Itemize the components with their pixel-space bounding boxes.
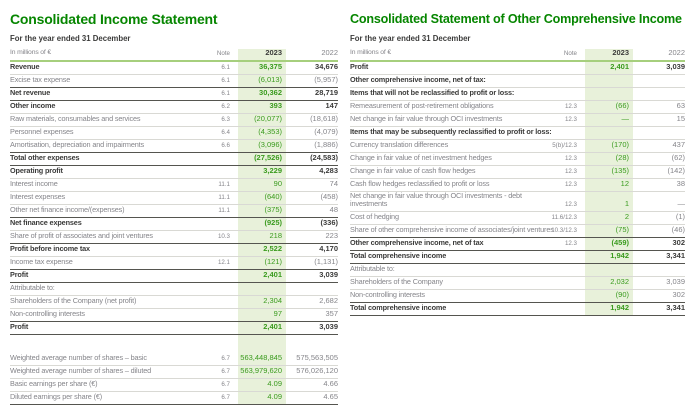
row-note: [200, 309, 238, 321]
row-value-2022: [633, 264, 685, 276]
row-label: Profit before income tax: [10, 244, 90, 254]
row-value-2023: (4,353): [238, 127, 286, 139]
table-row: [350, 88, 685, 101]
row-note: [200, 218, 238, 230]
row-note: [200, 270, 238, 282]
row-note: [200, 244, 238, 256]
table-row: [350, 192, 685, 212]
row-value-2022: (458): [320, 192, 338, 201]
row-note: [200, 322, 238, 334]
row-note: 6.7: [221, 354, 230, 362]
row-value-2023: [238, 283, 286, 295]
row-note: 12.3: [564, 167, 577, 175]
row-value-2022: 15: [676, 114, 685, 123]
row-note: 12.3: [564, 239, 577, 247]
table-spacer-row: [10, 335, 338, 353]
table-row: [350, 290, 685, 303]
column-header-unit-label: In millions of €: [350, 49, 392, 57]
row-note: 11.1: [218, 206, 230, 214]
column-header-2022: 2022: [668, 48, 685, 57]
row-label: Weighted average number of shares – basic: [10, 353, 147, 363]
table-row: [10, 153, 338, 166]
row-label: Profit: [10, 270, 29, 280]
row-label: Items that will not be reclassified to profit or loss:: [350, 88, 515, 98]
table-row: [10, 379, 338, 392]
table-row: [350, 166, 685, 179]
row-label: Raw materials, consumables and services: [10, 114, 141, 124]
row-value-2022: 3,039: [319, 270, 338, 279]
table-row: [10, 205, 338, 218]
income-statement-panel: [10, 8, 338, 419]
income-statement-period-subtitle: For the year ended 31 December: [10, 34, 131, 43]
row-value-2023: 12: [585, 179, 633, 191]
table-row: [10, 283, 338, 296]
row-label: Cost of hedging: [350, 212, 399, 222]
row-value-2022: 302: [672, 238, 685, 248]
row-value-2023: (170): [585, 140, 633, 152]
column-header-2023: 2023: [238, 49, 286, 60]
row-note: 12.3: [564, 102, 577, 110]
row-value-2023: 2,032: [585, 277, 633, 289]
row-value-2023: (3,096): [238, 140, 286, 152]
row-note: 5(b)/12.3: [552, 141, 577, 149]
row-value-2023: [238, 335, 286, 353]
row-value-2023: 4.09: [238, 379, 286, 391]
row-value-2022: 437: [672, 140, 685, 149]
row-note: 12.3: [564, 115, 577, 123]
row-value-2023: 90: [238, 179, 286, 191]
row-value-2022: 34,676: [315, 62, 338, 71]
row-label: Shareholders of the Company (net profit): [10, 296, 137, 306]
row-note: 6.1: [221, 63, 230, 71]
table-row: [350, 251, 685, 264]
row-value-2022: (142): [667, 166, 685, 175]
row-note: 12.3: [564, 154, 577, 162]
row-label: Income tax expense: [10, 257, 73, 267]
comprehensive-income-panel: [350, 8, 685, 419]
table-row: [10, 179, 338, 192]
row-note: 6.7: [221, 380, 230, 388]
row-label: Excise tax expense: [10, 75, 71, 85]
row-value-2023: 97: [238, 309, 286, 321]
table-row: [350, 114, 685, 127]
row-label: Cash flow hedges reclassified to profit or loss: [350, 179, 490, 189]
row-value-2022: (24,583): [310, 153, 338, 162]
row-value-2023: (925): [238, 218, 286, 230]
row-value-2022: 4,170: [319, 244, 338, 253]
row-label: Revenue: [10, 62, 40, 72]
row-note: [547, 290, 585, 302]
row-value-2022: 2,682: [319, 296, 338, 305]
row-note: 6.1: [221, 76, 230, 84]
row-note: 6.4: [221, 128, 230, 136]
table-row: [10, 166, 338, 179]
row-label: Net finance expenses: [10, 218, 82, 228]
row-value-2022: 4.66: [323, 379, 338, 388]
column-header-2023: 2023: [585, 49, 633, 60]
row-value-2022: (4,079): [314, 127, 338, 136]
row-note: [547, 127, 585, 139]
row-label: Total other expenses: [10, 153, 80, 163]
row-label: Operating profit: [10, 166, 63, 176]
row-note: [200, 296, 238, 308]
row-value-2022: (1): [675, 212, 685, 222]
row-value-2022: [633, 88, 685, 100]
row-note: 6.7: [221, 367, 230, 375]
row-label: Share of profit of associates and joint ventures: [10, 231, 153, 241]
row-value-2022: 576,026,120: [296, 366, 338, 375]
row-value-2023: 563,448,845: [238, 353, 286, 365]
row-note: [547, 88, 585, 100]
row-value-2022: [633, 75, 685, 87]
column-header-unit-label: In millions of €: [10, 49, 52, 57]
row-value-2022: 223: [325, 231, 338, 240]
row-value-2022: [286, 335, 338, 353]
row-note: [547, 251, 585, 263]
row-value-2023: 2,401: [238, 322, 286, 334]
row-label: Remeasurement of post-retirement obligations: [350, 101, 494, 111]
row-value-2023: 2: [585, 212, 633, 224]
row-label: Net change in fair value through OCI investments: [350, 114, 503, 124]
row-label: Other comprehensive income, net of tax: [350, 238, 484, 248]
row-value-2022: 38: [676, 179, 685, 188]
row-note: 6.1: [221, 89, 230, 97]
row-label: Attributable to:: [10, 283, 55, 293]
column-header-row: [10, 49, 338, 62]
comprehensive-income-period-subtitle: For the year ended 31 December: [350, 34, 471, 43]
row-value-2022: 3,039: [666, 277, 685, 287]
table-row: [350, 303, 685, 316]
row-value-2023: (28): [585, 153, 633, 165]
table-row: [350, 225, 685, 238]
row-label: [10, 335, 200, 353]
row-label: Profit: [350, 62, 369, 72]
table-row: [10, 270, 338, 283]
row-note: [547, 277, 585, 289]
table-row: [10, 140, 338, 153]
table-row: [10, 244, 338, 257]
row-label: Change in fair value of cash flow hedges: [350, 166, 476, 176]
comprehensive-income-table: [350, 49, 685, 316]
row-value-2023: 1: [585, 192, 633, 211]
row-note: 10.3/12.3: [551, 226, 577, 234]
row-note: 12.1: [217, 258, 230, 266]
income-statement-table: [10, 49, 338, 405]
row-value-2023: (20,077): [238, 114, 286, 126]
row-note: [547, 75, 585, 87]
row-value-2023: 4.09: [238, 392, 286, 404]
row-value-2023: (75): [585, 225, 633, 237]
row-label: Other net finance income/(expenses): [10, 205, 125, 215]
table-row: [10, 62, 338, 75]
row-value-2022: 357: [325, 309, 338, 318]
row-label: Interest income: [10, 179, 58, 189]
row-value-2023: 2,401: [238, 270, 286, 282]
row-value-2022: (1,131): [314, 257, 338, 266]
row-value-2023: 3,229: [238, 166, 286, 178]
row-note: [200, 283, 238, 295]
table-row: [350, 101, 685, 114]
row-value-2022: 147: [325, 101, 338, 110]
row-value-2022: 3,341: [666, 251, 685, 261]
row-note: 12.3: [564, 200, 577, 208]
table-row: [350, 127, 685, 140]
row-value-2023: 1,942: [585, 251, 633, 263]
row-value-2022: 4.65: [323, 392, 338, 401]
column-header-2022: 2022: [321, 48, 338, 57]
row-label: Net revenue: [10, 88, 51, 98]
row-value-2023: (135): [585, 166, 633, 178]
row-label: Profit: [10, 322, 29, 332]
row-label: Amortisation, depreciation and impairments: [10, 140, 145, 150]
row-value-2022: 575,563,505: [296, 353, 338, 362]
row-value-2023: [585, 75, 633, 87]
row-label: Other income: [10, 101, 56, 111]
row-label: Interest expenses: [10, 192, 66, 202]
row-value-2022: (336): [320, 218, 338, 227]
row-value-2022: (18,618): [310, 114, 338, 123]
row-value-2023: 30,362: [238, 88, 286, 100]
row-value-2022: 3,341: [666, 303, 685, 313]
row-label: Shareholders of the Company: [350, 277, 443, 287]
row-label: Diluted earnings per share (€): [10, 392, 103, 402]
row-value-2023: 218: [238, 231, 286, 243]
row-label: Non-controlling interests: [350, 290, 425, 300]
table-row: [350, 140, 685, 153]
row-note: 12.3: [564, 180, 577, 188]
row-value-2023: (66): [585, 101, 633, 113]
table-row: [10, 88, 338, 101]
row-value-2023: —: [585, 114, 633, 126]
row-note: 11.1: [218, 180, 230, 188]
row-value-2022: 3,039: [666, 62, 685, 71]
row-label: Personnel expenses: [10, 127, 74, 137]
table-row: [10, 75, 338, 88]
table-row: [10, 392, 338, 405]
row-value-2022: 28,719: [315, 88, 338, 97]
row-value-2023: 36,375: [238, 62, 286, 74]
table-row: [350, 264, 685, 277]
row-value-2022: 74: [329, 179, 338, 188]
row-value-2022: 3,039: [319, 322, 338, 331]
row-value-2023: [585, 127, 633, 139]
row-note: [200, 335, 238, 353]
row-value-2023: (459): [585, 238, 633, 250]
row-value-2023: 2,401: [585, 62, 633, 74]
row-value-2023: 563,979,620: [238, 366, 286, 378]
comprehensive-income-title: Consolidated Statement of Other Comprehensive Income: [350, 12, 682, 26]
row-note: 10.3: [217, 232, 230, 240]
row-value-2023: (27,526): [238, 153, 286, 165]
table-row: [350, 179, 685, 192]
row-note: [547, 264, 585, 276]
row-value-2022: (62): [671, 153, 685, 162]
income-statement-title: Consolidated Income Statement: [10, 11, 218, 27]
table-row: [10, 127, 338, 140]
row-value-2022: 48: [329, 205, 338, 214]
row-note: 6.2: [221, 102, 230, 110]
row-value-2022: [286, 283, 338, 295]
row-value-2022: (1,886): [314, 140, 338, 149]
row-value-2022: —: [677, 199, 685, 209]
row-value-2023: 393: [238, 101, 286, 113]
table-row: [350, 62, 685, 75]
row-label: Currency translation differences: [350, 140, 449, 150]
row-label: Other comprehensive income, net of tax:: [350, 75, 486, 85]
table-row: [10, 257, 338, 270]
column-header-note: Note: [563, 49, 577, 57]
row-label: Non-controlling interests: [10, 309, 85, 319]
table-row: [350, 153, 685, 166]
row-note: [547, 62, 585, 74]
table-row: [10, 322, 338, 335]
row-note: 11.1: [218, 193, 230, 201]
row-value-2022: 4,283: [319, 166, 338, 175]
table-row: [350, 75, 685, 88]
row-note: [200, 166, 238, 178]
row-note: 6.6: [221, 141, 230, 149]
row-value-2023: 2,304: [238, 296, 286, 308]
table-row: [10, 218, 338, 231]
column-header-note: Note: [216, 49, 230, 57]
row-value-2023: [585, 88, 633, 100]
row-label: Weighted average number of shares – diluted: [10, 366, 152, 376]
row-value-2023: (121): [238, 257, 286, 269]
row-label: Share of other comprehensive income of associates/joint ventures: [350, 225, 554, 235]
row-label: Attributable to:: [350, 264, 395, 274]
row-value-2023: (640): [238, 192, 286, 204]
row-value-2023: [585, 264, 633, 276]
table-row: [350, 212, 685, 225]
row-label: Change in fair value of net investment hedges: [350, 153, 492, 163]
row-note: [547, 303, 585, 315]
table-row: [10, 192, 338, 205]
table-row: [350, 277, 685, 290]
row-note: [200, 153, 238, 165]
table-row: [10, 231, 338, 244]
row-value-2023: 1,942: [585, 303, 633, 315]
row-label: Items that may be subsequently reclassified to profit or loss:: [350, 127, 552, 137]
table-row: [10, 296, 338, 309]
row-value-2022: 63: [676, 101, 685, 110]
table-row: [10, 101, 338, 114]
row-value-2023: 2,522: [238, 244, 286, 256]
row-label: Net change in fair value through OCI investments - debt investments: [350, 190, 522, 209]
row-value-2022: [633, 127, 685, 139]
row-label: Total comprehensive income: [350, 251, 447, 261]
row-value-2022: 302: [672, 290, 685, 300]
row-label: Basic earnings per share (€): [10, 379, 98, 389]
row-note: 11.6/12.3: [551, 213, 577, 221]
column-header-row: [350, 49, 685, 62]
row-note: 6.7: [221, 393, 230, 401]
row-note: 6.3: [221, 115, 230, 123]
table-row: [10, 114, 338, 127]
row-label: Total comprehensive income: [350, 303, 447, 313]
table-row: [350, 238, 685, 251]
table-row: [10, 353, 338, 366]
row-value-2023: (375): [238, 205, 286, 217]
table-row: [10, 366, 338, 379]
row-value-2023: (90): [585, 290, 633, 302]
row-value-2022: (5,957): [314, 75, 338, 84]
row-value-2023: (6,013): [238, 75, 286, 87]
table-row: [10, 309, 338, 322]
row-value-2022: (46): [671, 225, 685, 235]
